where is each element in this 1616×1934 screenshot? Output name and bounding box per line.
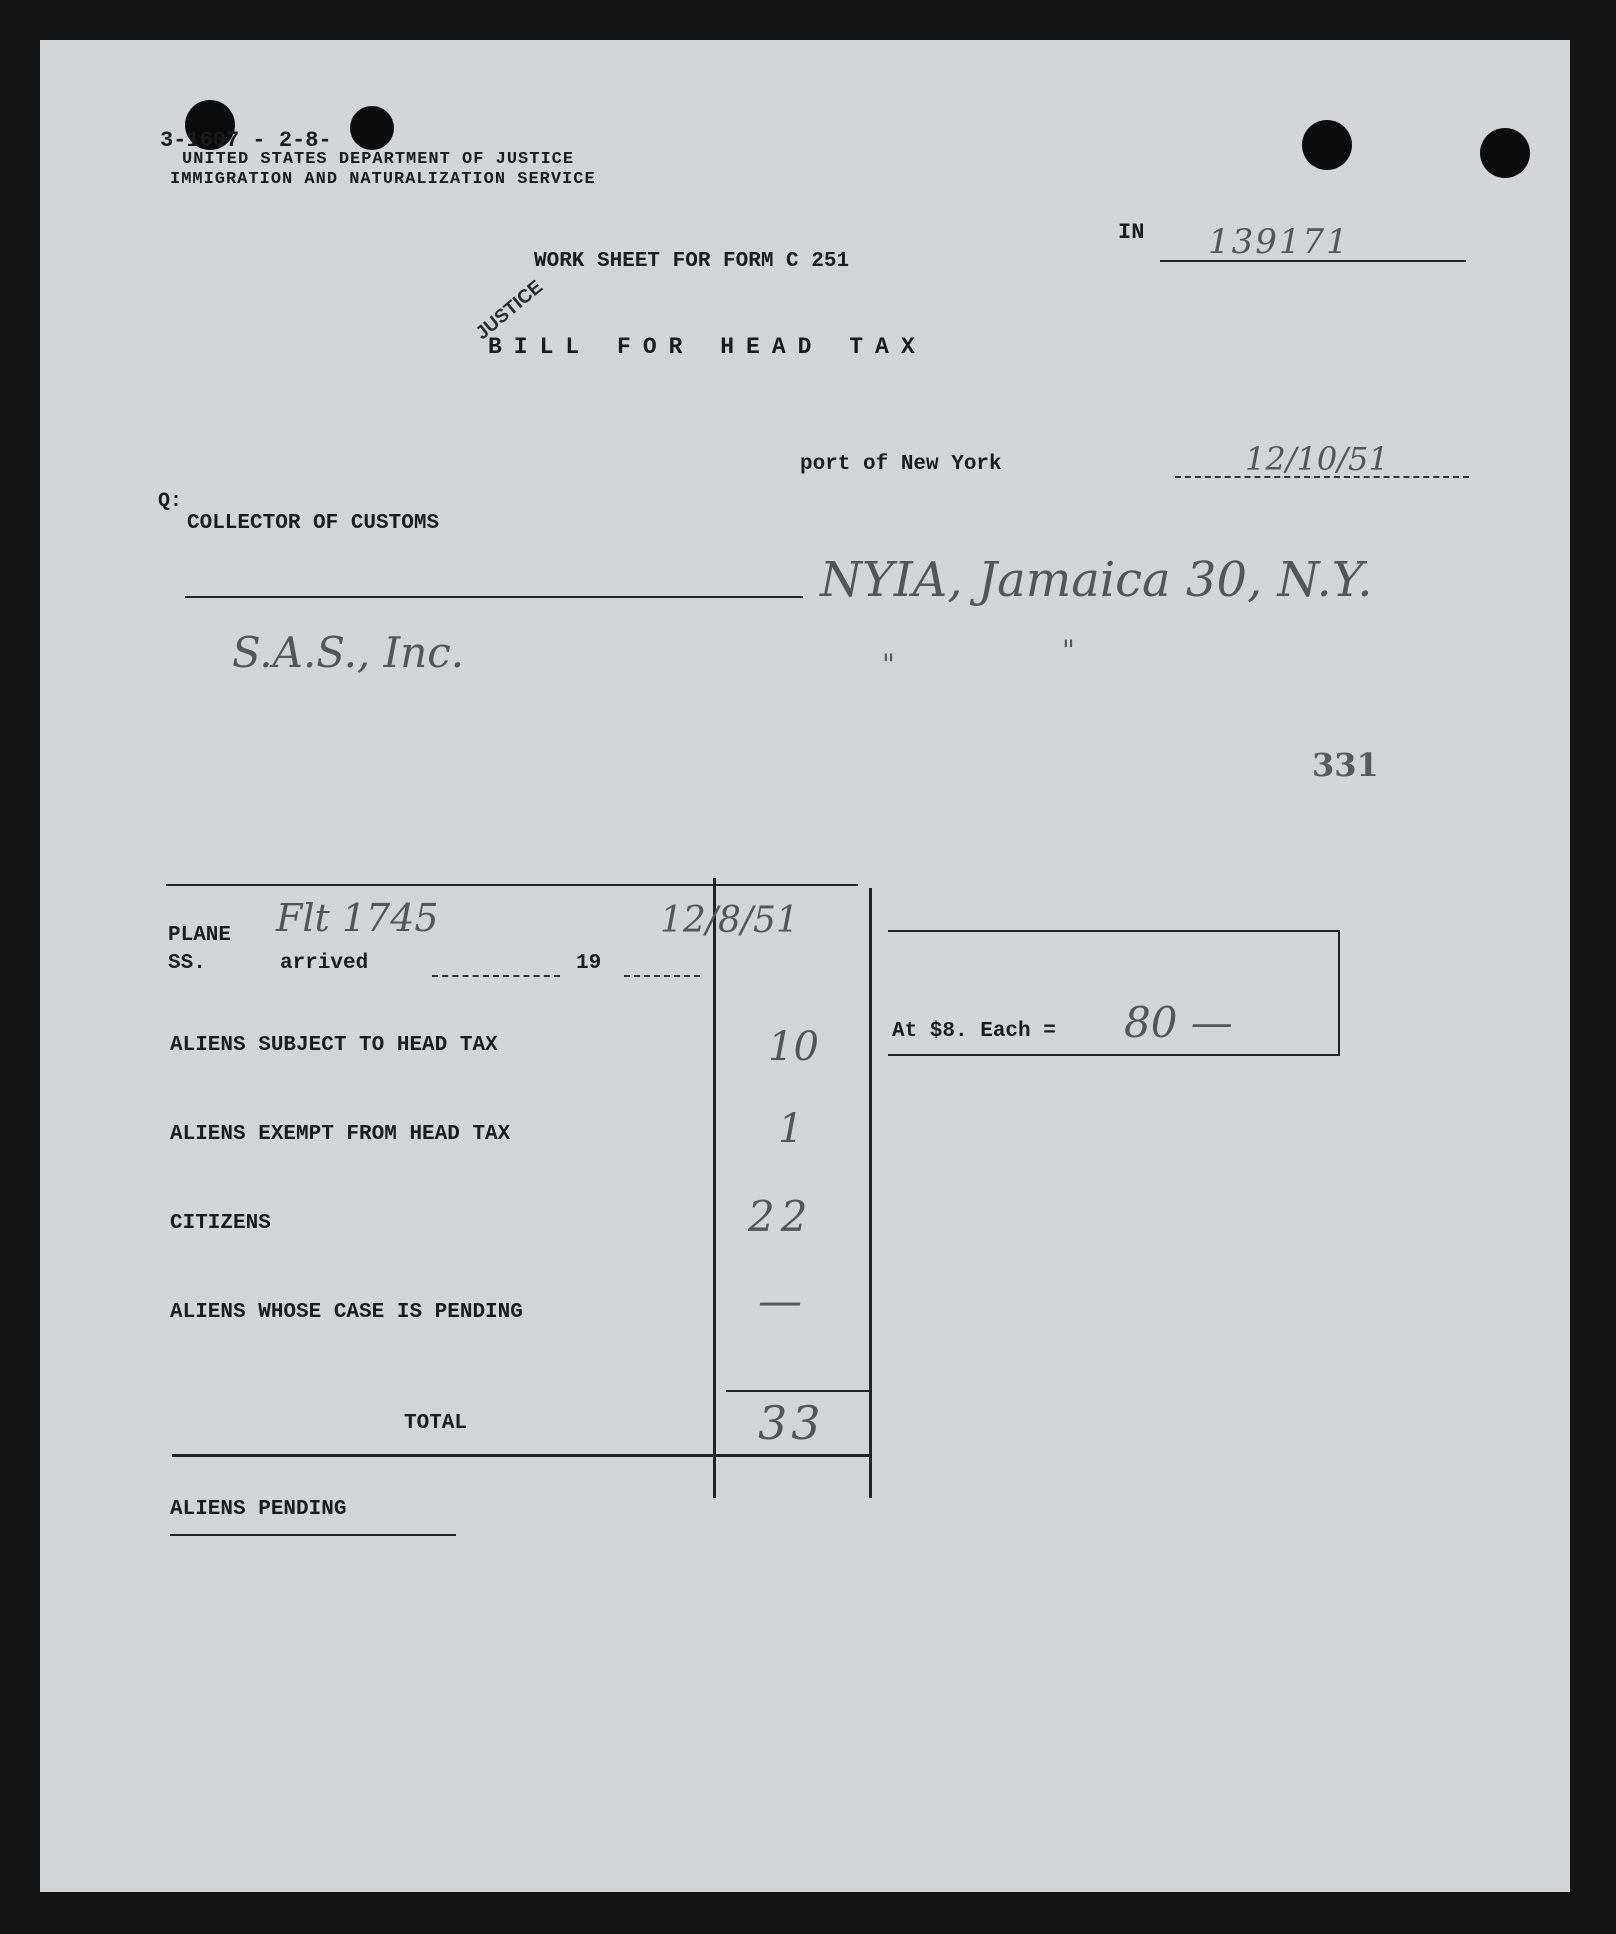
row-value-exempt: 1: [778, 1106, 804, 1152]
table-divider-left: [713, 878, 716, 1498]
punch-hole: [1302, 120, 1352, 170]
agency-line-1: UNITED STATES DEPARTMENT OF JUSTICE: [182, 150, 575, 169]
row-value-citizens: 22: [748, 1192, 814, 1241]
date-value: 12/10/51: [1245, 440, 1389, 478]
worksheet-title: WORK SHEET FOR FORM C 251: [534, 250, 850, 273]
ditto-mark: ": [1062, 634, 1075, 667]
row-label-exempt: ALIENS EXEMPT FROM HEAD TAX: [170, 1123, 511, 1146]
carrier-handwritten: S.A.S., Inc.: [232, 628, 465, 677]
row-label-subject: ALIENS SUBJECT TO HEAD TAX: [170, 1034, 498, 1057]
table-divider-right: [869, 888, 872, 1498]
arrival-date: 12/8/51: [660, 900, 799, 941]
addressee: COLLECTOR OF CUSTOMS: [187, 512, 440, 535]
document-page: [40, 40, 1570, 1892]
aliens-pending-underline: [170, 1534, 456, 1536]
rate-label: At $8. Each =: [892, 1020, 1056, 1043]
address-handwritten: NYIA, Jamaica 30, N.Y.: [820, 552, 1373, 608]
to-label: Q:: [158, 490, 183, 513]
plane-label: PLANE: [168, 924, 232, 947]
punch-hole: [350, 106, 394, 150]
row-value-pending: —: [758, 1276, 802, 1327]
row-label-pending: ALIENS WHOSE CASE IS PENDING: [170, 1301, 523, 1324]
rate-amount: 80 —: [1124, 998, 1233, 1047]
table-top-rule: [166, 884, 858, 886]
total-value: 33: [758, 1396, 825, 1450]
in-label: IN: [1118, 220, 1145, 245]
date-underline: [1175, 476, 1469, 478]
table-bottom-rule: [172, 1454, 872, 1457]
in-number-underline: [1160, 260, 1466, 262]
justice-stamp: JUSTICE: [472, 276, 547, 345]
bill-title: BILL FOR HEAD TAX: [488, 334, 927, 360]
total-cell-top-rule: [726, 1390, 872, 1392]
port-label: port of New York: [800, 453, 1002, 476]
agency-line-2: IMMIGRATION AND NATURALIZATION SERVICE: [170, 170, 596, 189]
aliens-pending-label: ALIENS PENDING: [170, 1498, 347, 1521]
ditto-mark: ": [882, 648, 895, 681]
ss-label: SS.: [168, 952, 206, 975]
year-blank-line: [624, 975, 700, 977]
address-underline: [185, 596, 803, 598]
arrived-blank-line: [432, 975, 560, 977]
year-label: 19: [576, 952, 602, 975]
punch-hole: [1480, 128, 1530, 178]
arrived-label: arrived: [280, 952, 369, 975]
row-value-subject: 10: [768, 1024, 819, 1070]
flight-number: Flt 1745: [276, 896, 439, 940]
row-label-citizens: CITIZENS: [170, 1212, 271, 1235]
total-label: TOTAL: [404, 1412, 468, 1435]
file-number: 331: [1312, 746, 1379, 784]
form-code: 3-1607 - 2-8-: [160, 128, 332, 153]
in-number: 139171: [1208, 222, 1350, 262]
rate-box: [888, 930, 1340, 1056]
